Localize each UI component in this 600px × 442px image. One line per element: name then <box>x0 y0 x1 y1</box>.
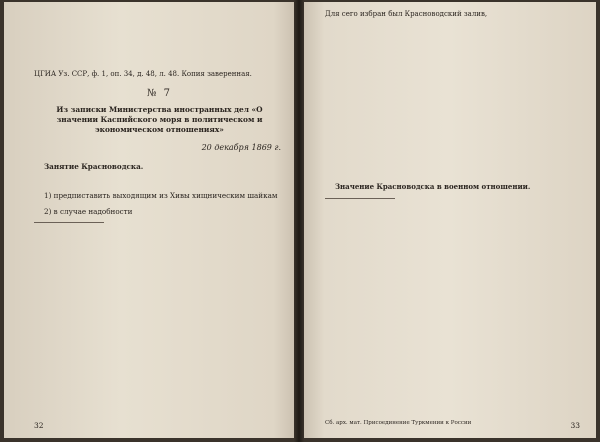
left-page-number: 32 <box>34 421 44 430</box>
document-title: Из записки Министерства иностранных дел «О значении Каспийского моря в политическом и экономическом отношениях» <box>56 104 263 134</box>
right-opening-line: Для сего избран был Красноводский залив, <box>325 10 488 18</box>
archive-reference: ЦГИА Уз. ССР, ф. 1, оп. 34, д. 48, л. 48. Копия заверенная. <box>34 70 252 78</box>
running-footer: Сб. арх. мат. Присоединение Туркмении к России <box>325 420 472 426</box>
left-section-heading: Занятие Красноводска. <box>44 161 144 171</box>
right-page-number: 33 <box>570 421 580 430</box>
right-page <box>301 2 596 438</box>
left-item-two: 2) в случае надобности <box>44 206 133 216</box>
footnote-divider <box>34 222 104 223</box>
book-gutter <box>294 0 304 442</box>
document-date: 20 декабря 1869 г. <box>201 142 281 152</box>
left-page <box>4 2 297 438</box>
right-section-heading: Значение Красноводска в военном отношении. <box>335 181 531 191</box>
document-number: № 7 <box>146 87 172 99</box>
right-footnote-divider <box>325 198 395 199</box>
left-item-one: 1) предпиставить выходящим из Хивы хищническим шайкам <box>44 191 278 201</box>
